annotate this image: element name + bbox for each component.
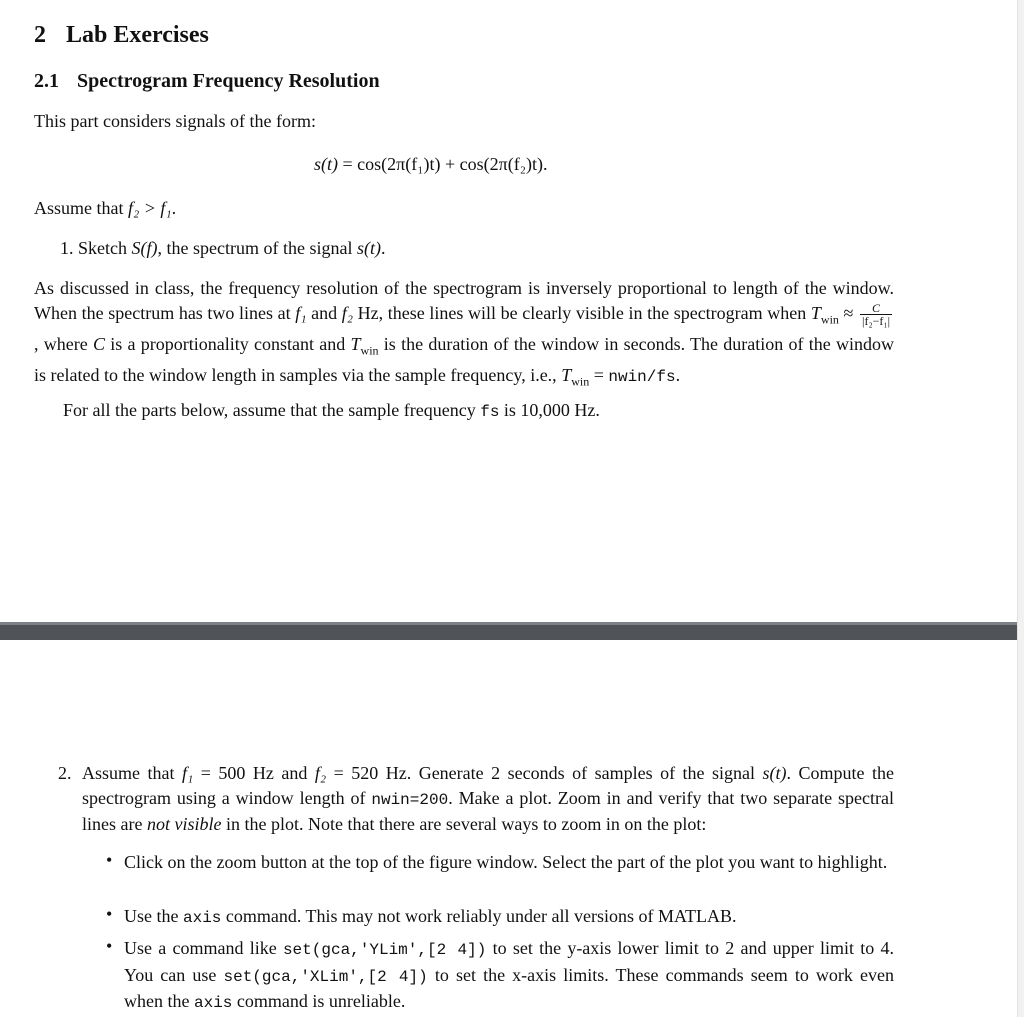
signal-equation xyxy=(314,152,547,177)
item2-text-e: . Make a plot. Zoom in and verify that two separate spectral lines are xyxy=(82,787,894,834)
section-heading xyxy=(34,22,209,49)
fraction-denominator: |f₂−f₁| xyxy=(862,313,890,328)
section-number: 2 xyxy=(34,22,46,48)
para2-pre: For all the parts below, assume that the sample frequency xyxy=(63,400,481,420)
subsection-number: 2.1 xyxy=(34,70,59,92)
item1-number: 1. xyxy=(60,238,74,258)
fraction-numerator: C xyxy=(860,302,892,315)
assumption-line xyxy=(34,196,176,221)
item2-f2: f₂ xyxy=(314,763,327,783)
para1-twin-sub: win xyxy=(820,312,839,327)
bullet-symbol-1: • xyxy=(106,850,113,870)
para1-twin: T xyxy=(810,302,821,323)
item2-text-a: Assume that xyxy=(82,763,182,783)
bullet3-text-c: to set the x-axis limits. These commands seem to work even when the xyxy=(124,964,894,1011)
bullet-item-3 xyxy=(124,936,894,1016)
para1-text-3: , where xyxy=(34,333,93,354)
item1-mid: , the spectrum of the signal xyxy=(157,238,357,258)
para1-twin-3-sub: win xyxy=(571,374,590,389)
equation-rhs: cos(2π(f₁)t) + cos(2π(f₂)t). xyxy=(357,154,548,174)
bullet2-pre: Use the xyxy=(124,906,183,926)
assume-text: Assume that xyxy=(34,198,128,218)
para1-text-2: Hz, these lines will be clearly visible in the spectrogram when xyxy=(353,302,811,323)
para1-end: . xyxy=(675,364,681,385)
bullet2-post: command. This may not work reliably under all versions of MATLAB. xyxy=(221,906,737,926)
sample-frequency-paragraph xyxy=(63,398,600,425)
equation-eq: = xyxy=(338,154,358,174)
item2-code: nwin=200 xyxy=(371,790,449,809)
subsection-heading xyxy=(34,70,380,93)
assume-math: f₂ > f₁ xyxy=(128,198,172,218)
bullet3-text-a: Use a command like xyxy=(124,938,283,958)
bullet-item-1: Click on the zoom button at the top of the figure window. Select the part of the plot you want to highlight. xyxy=(124,852,888,872)
list-item-1 xyxy=(60,236,385,261)
para1-text-5: is the duration of the window in seconds. The duration of the window is related to the window length in samples via the sample frequency, i.e., xyxy=(34,333,894,385)
item1-pre: Sketch xyxy=(78,238,132,258)
item2-signal: s(t) xyxy=(762,763,787,783)
fraction xyxy=(860,302,892,327)
bullet-symbol-2: • xyxy=(106,904,113,924)
para1-twin-2: T xyxy=(350,333,361,354)
bullet2-code: axis xyxy=(182,909,222,927)
item1-math1: S(f) xyxy=(131,238,158,258)
para1-f1: f₁ xyxy=(295,302,307,323)
section-title: Lab Exercises xyxy=(66,22,209,48)
bullet3-text-b: to set the y-axis lower limit to 2 and upper limit to 4. You can use xyxy=(124,938,894,985)
intro-text: This part considers signals of the form: xyxy=(34,111,316,131)
resolution-paragraph xyxy=(34,276,894,394)
item2-text-f: in the plot. Note that there are several ways to zoom in on the plot: xyxy=(221,814,707,834)
para1-approx: ≈ xyxy=(838,302,859,323)
page-separator xyxy=(0,622,1017,640)
para1-text-4: is a proportionality constant and xyxy=(105,333,351,354)
item2-f1: f₁ xyxy=(181,763,194,783)
para1-code: nwin/fs xyxy=(608,367,676,386)
item2-text-d: . Compute the spectrogram using a window length of xyxy=(82,763,894,808)
para1-and: and xyxy=(306,302,342,323)
para1-twin-3: T xyxy=(561,364,572,385)
para2-post: is 10,000 Hz. xyxy=(499,400,600,420)
item2-text-b: = 500 Hz and xyxy=(193,763,315,783)
page-edge xyxy=(1017,0,1024,1017)
item2-text-c: = 520 Hz. Generate 2 seconds of samples of the signal xyxy=(326,763,763,783)
bullet3-text-d: command is unreliable. xyxy=(232,991,406,1011)
para1-c: C xyxy=(93,333,106,354)
para2-code: fs xyxy=(480,403,500,421)
bullet-symbol-3: • xyxy=(106,936,113,956)
list-item-2 xyxy=(82,761,894,837)
item2-number: 2. xyxy=(58,763,72,783)
item2-emphasis: not visible xyxy=(146,814,222,834)
item1-math2: s(t) xyxy=(356,238,381,258)
bullet3-code-2: set(gca,'XLim',[2 4]) xyxy=(223,967,428,986)
item1-end: . xyxy=(380,238,386,258)
bullet3-code-1: set(gca,'YLim',[2 4]) xyxy=(282,941,487,959)
para1-equals: = xyxy=(589,364,609,385)
bullet-item-2 xyxy=(124,904,894,931)
para1-twin-2-sub: win xyxy=(360,343,379,358)
subsection-title: Spectrogram Frequency Resolution xyxy=(77,70,380,92)
equation-lhs: s(t) xyxy=(314,154,338,174)
document-page-2 xyxy=(0,640,1017,1017)
assume-end: . xyxy=(171,198,177,218)
para1-text-1: As discussed in class, the frequency resolution of the spectrogram is inversely proportional to length of the window. When the spectrum has two lines at xyxy=(34,278,894,323)
para1-f2: f₂ xyxy=(341,302,354,323)
bullet3-code-3: axis xyxy=(193,994,233,1012)
